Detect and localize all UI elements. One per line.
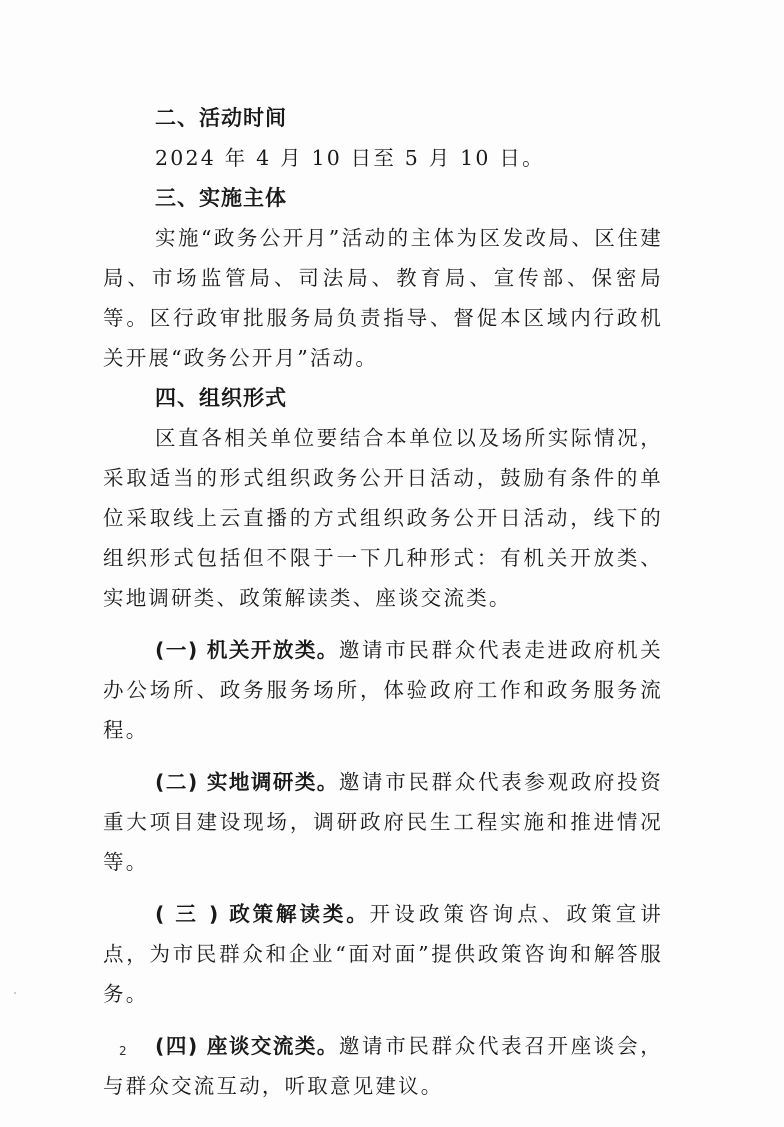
section-paragraph-implementing-body: 实施“政务公开月”活动的主体为区发改局、区住建局、市场监管局、司法局、教育局、宣传部、保密局等。区行政审批服务局负责指导、督促本区域内行政机关开展“政务公开月”活动。 [103,226,663,370]
section-paragraph-activity-time: 2024 年 4 月 10 日至 5 月 10 日。 [155,146,545,170]
page-number: 2 [119,1044,127,1058]
scan-speck [14,992,16,994]
list-item-label: (四) 座谈交流类。 [155,1034,339,1058]
list-item-text: 邀请市民群众代表走进政府机关办公场所、政务服务场所，体验政府工作和政务服务流程。 [103,638,664,742]
section-heading-implementing-body: 三、实施主体 [155,186,287,210]
list-item [103,894,663,1014]
list-item [103,762,663,882]
section-paragraph-organization-form: 区直各相关单位要结合本单位以及场所实际情况，采取适当的形式组织政务公开日活动，鼓励有条件的单位采取线上云直播的方式组织政务公开日活动，线下的组织形式包括但不限于一下几种形式：有机关开放类、实地调研类、政策解读类、座谈交流类。 [103,426,663,610]
document-body [103,98,663,1106]
section-heading-organization-form: 四、组织形式 [155,386,287,410]
list-item-text: 邀请市民群众代表参观政府投资重大项目建设现场，调研政府民生工程实施和推进情况等。 [103,770,664,874]
list-item-label: (二) 实地调研类。 [155,770,339,794]
list-item-label: (一) 机关开放类。 [155,638,339,662]
section-heading-activity-time: 二、活动时间 [155,106,287,130]
list-item [103,1026,663,1106]
list-item-text: 开设政策咨询点、政策宣讲点，为市民群众和企业“面对面”提供政策咨询和解答服务。 [103,902,663,1006]
list-item-label: ( 三 ) 政策解读类。 [155,902,370,926]
list-item [103,630,663,750]
list-item-text: 邀请市民群众代表召开座谈会，与群众交流互动，听取意见建议。 [103,1034,664,1098]
